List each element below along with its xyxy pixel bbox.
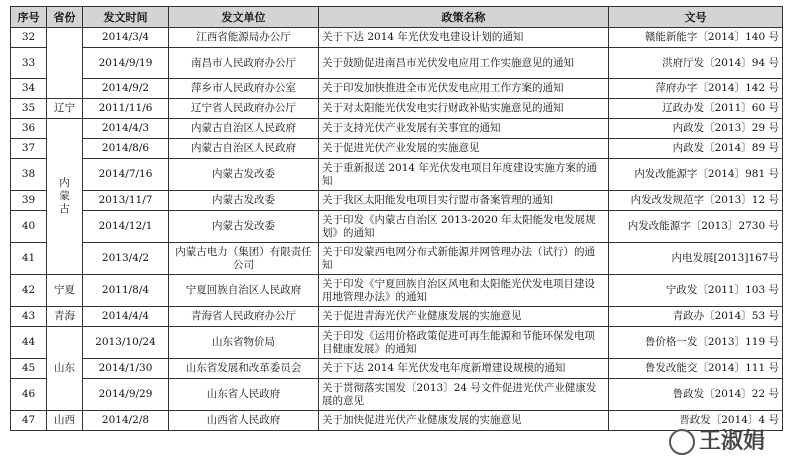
cell-title: 关于支持光伏产业发展有关事宜的通知 [319, 119, 609, 139]
table-header-row [11, 7, 783, 28]
cell-no: 36 [11, 119, 47, 139]
table-row [11, 28, 783, 48]
cell-title: 关于下达 2014 年光伏发电年度新增建设规模的通知 [319, 359, 609, 379]
cell-no: 41 [11, 243, 47, 275]
cell-province: 山东 [47, 327, 83, 411]
cell-date: 2014/4/3 [83, 119, 169, 139]
cell-province-empty [47, 28, 83, 99]
cell-no: 35 [11, 99, 47, 119]
cell-title: 关于下达 2014 年光伏发电建设计划的通知 [319, 28, 609, 48]
cell-title: 关于加快促进光伏产业健康发展的实施意见 [319, 411, 609, 431]
header-no: 序号 [11, 7, 47, 28]
cell-date: 2014/7/16 [83, 159, 169, 191]
cell-no: 32 [11, 28, 47, 48]
cell-no: 44 [11, 327, 47, 359]
cell-unit: 宁夏回族自治区人民政府 [169, 275, 319, 307]
table-row [11, 379, 783, 411]
watermark-text: 王淑娟 [698, 429, 765, 454]
cell-date: 2013/4/2 [83, 243, 169, 275]
cell-title: 关于鼓励促进南昌市光伏发电应用工作实施意见的通知 [319, 48, 609, 79]
cell-province: 宁夏 [47, 275, 83, 307]
table-row [11, 48, 783, 79]
cell-doc: 鲁政发〔2014〕22 号 [609, 379, 783, 411]
cell-no: 43 [11, 307, 47, 327]
cell-no: 33 [11, 48, 47, 79]
cell-date: 2014/2/8 [83, 411, 169, 431]
cell-unit: 山东省物价局 [169, 327, 319, 359]
table-row [11, 307, 783, 327]
cell-date: 2014/8/6 [83, 139, 169, 159]
cell-doc: 内政发〔2014〕89 号 [609, 139, 783, 159]
cell-doc: 萍府办字〔2014〕142 号 [609, 79, 783, 99]
cell-province: 青海 [47, 307, 83, 327]
cell-title: 关于重新报送 2014 年光伏发电项目年度建设实施方案的通知 [319, 159, 609, 191]
cell-doc: 辽政办发〔2011〕60 号 [609, 99, 783, 119]
cell-province: 山西 [47, 411, 83, 431]
cell-doc: 洪府厅发〔2014〕94 号 [609, 48, 783, 79]
cell-no: 39 [11, 191, 47, 211]
cell-date: 2014/1/30 [83, 359, 169, 379]
cell-doc: 内政发〔2013〕29 号 [609, 119, 783, 139]
cell-date: 2014/4/4 [83, 307, 169, 327]
cell-date: 2011/11/6 [83, 99, 169, 119]
cell-title: 关于印发《运用价格政策促进可再生能源和节能环保发电项目健康发展》的通知 [319, 327, 609, 359]
cell-date: 2014/12/1 [83, 211, 169, 243]
cell-date: 2014/9/19 [83, 48, 169, 79]
cell-doc: 鲁发改能交〔2014〕111 号 [609, 359, 783, 379]
wechat-logo-icon [669, 429, 695, 455]
cell-title: 关于印发蒙西电网分布式新能源并网管理办法（试行）的通知 [319, 243, 609, 275]
cell-unit: 内蒙古发改委 [169, 159, 319, 191]
cell-unit: 南昌市人民政府办公厅 [169, 48, 319, 79]
cell-doc: 内发改能源字〔2014〕981 号 [609, 159, 783, 191]
cell-unit: 辽宁省人民政府办公厅 [169, 99, 319, 119]
cell-no: 45 [11, 359, 47, 379]
cell-date: 2014/9/2 [83, 79, 169, 99]
cell-title: 关于促进光伏产业发展的实施意见 [319, 139, 609, 159]
cell-title: 关于印发《宁夏回族自治区风电和太阳能光伏发电项目建设用地管理办法》的通知 [319, 275, 609, 307]
cell-no: 34 [11, 79, 47, 99]
table-row [11, 411, 783, 431]
cell-date: 2014/3/4 [83, 28, 169, 48]
table-row [11, 119, 783, 139]
header-unit: 发文单位 [169, 7, 319, 28]
cell-title: 关于对太阳能光伏发电实行财政补贴实施意见的通知 [319, 99, 609, 119]
cell-date: 2013/10/24 [83, 327, 169, 359]
cell-no: 42 [11, 275, 47, 307]
cell-title: 关于印发加快推进全市光伏发电应用工作方案的通知 [319, 79, 609, 99]
cell-unit: 内蒙古发改委 [169, 191, 319, 211]
table-row [11, 79, 783, 99]
cell-unit: 内蒙古电力（集团）有限责任公司 [169, 243, 319, 275]
watermark [669, 424, 765, 455]
cell-unit: 萍乡市人民政府办公室 [169, 79, 319, 99]
table-row [11, 327, 783, 359]
cell-unit: 山西省人民政府 [169, 411, 319, 431]
header-province: 省份 [47, 7, 83, 28]
cell-unit: 内蒙古发改委 [169, 211, 319, 243]
table-row [11, 359, 783, 379]
cell-title: 关于我区太阳能发电项目实行盟市备案管理的通知 [319, 191, 609, 211]
table-row [11, 99, 783, 119]
header-doc: 文号 [609, 7, 783, 28]
cell-no: 47 [11, 411, 47, 431]
cell-title: 关于印发《内蒙古自治区 2013-2020 年太阳能发电发展规划》的通知 [319, 211, 609, 243]
cell-no: 46 [11, 379, 47, 411]
table-row [11, 159, 783, 191]
cell-unit: 内蒙古自治区人民政府 [169, 139, 319, 159]
table-row [11, 139, 783, 159]
cell-unit: 青海省人民政府办公厅 [169, 307, 319, 327]
cell-province: 辽宁 [47, 99, 83, 119]
cell-doc: 晋政发〔2014〕4 号 [609, 411, 783, 431]
cell-doc: 宁政发〔2011〕103 号 [609, 275, 783, 307]
cell-date: 2014/9/29 [83, 379, 169, 411]
cell-doc: 内发改发规范字〔2013〕12 号 [609, 191, 783, 211]
cell-province: 内蒙古 [47, 119, 83, 275]
cell-title: 关于贯彻落实国发〔2013〕24 号文件促进光伏产业健康发展的意见 [319, 379, 609, 411]
cell-date: 2011/8/4 [83, 275, 169, 307]
header-date: 发文时间 [83, 7, 169, 28]
cell-date: 2013/11/7 [83, 191, 169, 211]
cell-doc: 内电发展[2013]167号 [609, 243, 783, 275]
cell-no: 37 [11, 139, 47, 159]
table-row [11, 275, 783, 307]
cell-no: 40 [11, 211, 47, 243]
cell-unit: 山东省人民政府 [169, 379, 319, 411]
table-row [11, 211, 783, 243]
cell-unit: 江西省能源局办公厅 [169, 28, 319, 48]
cell-doc: 鲁价格一发〔2013〕119 号 [609, 327, 783, 359]
cell-doc: 赣能新能字〔2014〕140 号 [609, 28, 783, 48]
cell-no: 38 [11, 159, 47, 191]
cell-doc: 内发改能源字〔2013〕2730 号 [609, 211, 783, 243]
table-row [11, 191, 783, 211]
cell-doc: 青政办〔2014〕53 号 [609, 307, 783, 327]
header-title: 政策名称 [319, 7, 609, 28]
table-row [11, 243, 783, 275]
cell-title: 关于促进青海光伏产业健康发展的实施意见 [319, 307, 609, 327]
cell-unit: 内蒙古自治区人民政府 [169, 119, 319, 139]
cell-unit: 山东省发展和改革委员会 [169, 359, 319, 379]
policy-table [10, 6, 783, 431]
